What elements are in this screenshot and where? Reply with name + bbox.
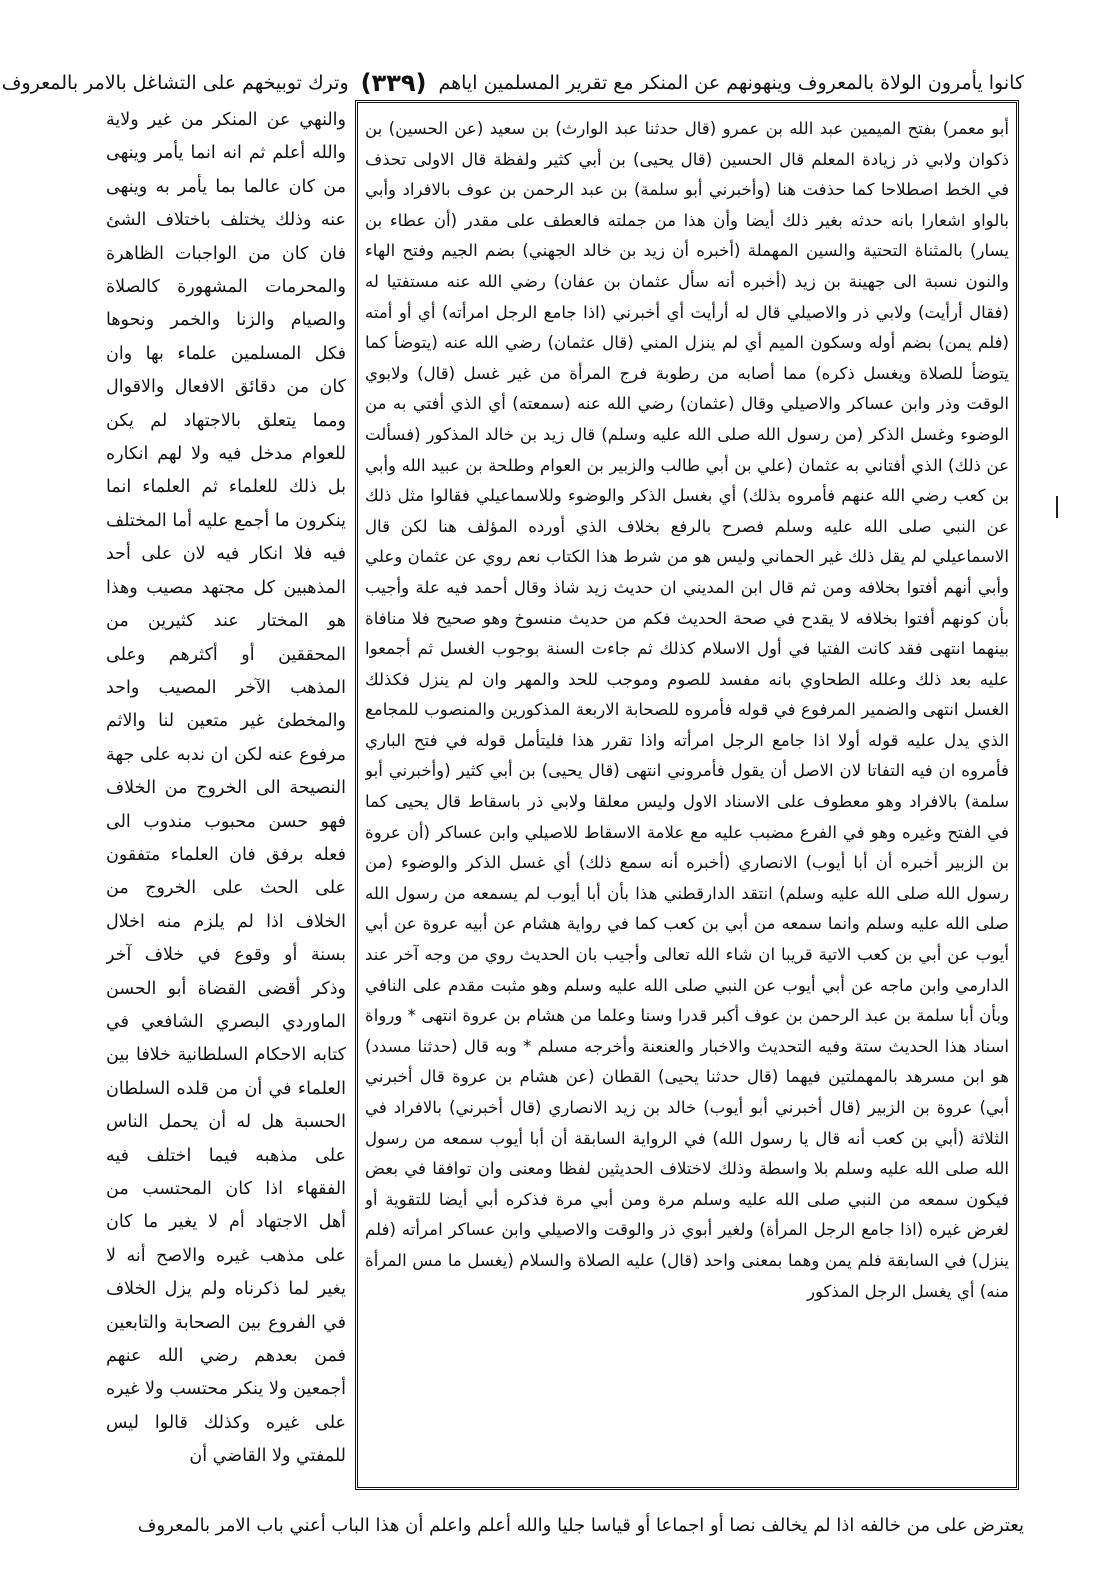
main-commentary-column xyxy=(365,114,1009,1480)
page-footer xyxy=(130,1506,1024,1546)
scan-margin-mark xyxy=(1056,496,1058,518)
header-left-text: وترك توبيخهم على التشاغل بالامر بالمعروف xyxy=(1,71,349,94)
page-number: (٣٣٩) xyxy=(360,69,427,97)
margin-commentary-column xyxy=(106,104,346,1484)
margin-commentary-text: والنهي عن المنكر من غير ولاية والله أعلم ثم انه انما يأمر وينهى من كان عالما بما يأمر به وينهى عنه وذلك يختلف باختلاف الشئ فان كان من الواجبات الظاهرة والمحرمات المشهورة كالصلاة والصيام والزنا والخمر ونحوها فكل المسلمين علماء بها وان كان من دقائق الافعال والاقوال ومما يتعلق بالاجتهاد لم يكن للعوام مدخل فيه ولا لهم انكاره بل ذلك للعلماء ثم العلماء انما ينكرون ما أجمع عليه أما المختلف فيه فلا انكار فيه لان على أحد المذهبين كل مجتهد مصيب وهذا هو المختار عند كثيرين من المحققين أو أكثرهم وعلى المذهب الآخر المصيب واحد والمخطئ غير متعين لنا والاثم مرفوع عنه لكن ان ندبه على جهة النصيحة الى الخروج من الخلاف فهو حسن محبوب مندوب الى فعله برفق فان العلماء متفقون على الحث على الخروج من الخلاف اذا لم يلزم منه اخلال بسنة أو وقوع في خلاف آخر وذكر أقضى القضاة أبو الحسن الماوردي البصري الشافعي في كتابه الاحكام السلطانية خلافا بين العلماء في أن من قلده السلطان الحسبة هل له أن يحمل الناس على مذهبه فيما اختلف فيه الفقهاء اذا كان المحتسب من أهل الاجتهاد أم لا يغير ما كان على مذهب غيره والاصح أنه لا يغير لما ذكرناه ولم يزل الخلاف في الفروع بين الصحابة والتابعين فمن بعدهم رضي الله عنهم أجمعين ولا ينكر محتسب ولا غيره على غيره وكذلك قالوا ليس للمفتي ولا القاضي أن xyxy=(106,110,346,1467)
footer-text: يعترض على من خالفه اذا لم يخالف نصا أو اجماعا أو قياسا جليا والله أعلم واعلم أن هذا الباب أعني باب الامر بالمعروف xyxy=(137,1515,1024,1536)
main-commentary-text: أبو معمر) بفتح الميمين عبد الله بن عمرو (قال حدثنا عبد الوارث) بن سعيد (عن الحسين) بن ذكوان ولابي ذر زيادة المعلم قال الحسين (قال يحيى) بن أبي كثير ولفظة قال الاولى تحذف في الخط اصطلاحا كما حذفت هنا (وأخبرني أبو سلمة) بن عبد الرحمن بن عوف بالافراد وأبي بالواو اشعارا بانه حدثه بغير ذلك أيضا وأن هذا من جملته فالعطف على مقدر (أن عطاء بن يسار) بالمثناة التحتية والسين المهملة (أخبره أن زيد بن خالد الجهني) بضم الجيم وفتح الهاء والنون نسبة الى جهينة بن زيد (أخبره أنه سأل عثمان بن عفان) رضي الله عنه مستفتيا له (فقال أرأيت) ولابي ذر والاصيلي قال له أرأيت أي أخبرني (اذا جامع الرجل امرأته) أي أو أمته (فلم يمن) بضم أوله وسكون الميم أي لم ينزل المني (قال عثمان) رضي الله عنه (يتوضأ كما يتوضأ للصلاة ويغسل ذكره) مما أصابه من رطوبة فرج المرأة من غير غسل (قال) ولابوي الوقت وذر وابن عساكر والاصيلي وقال (عثمان) رضي الله عنه (سمعته) أي الذي أفتي به من الوضوء وغسل الذكر (من رسول الله صلى الله عليه وسلم) قال زيد بن خالد المذكور (فسألت عن ذلك) الذي أفتاني به عثمان (علي بن أبي طالب والزبير بن العوام وطلحة بن عبيد الله وأبي بن كعب رضي الله عنهم فأمروه بذلك) أي بغسل الذكر والوضوء وللاسماعيلي فقالوا مثل ذلك عن النبي صلى الله عليه وسلم فصرح بالرفع بخلاف الذي أورده المؤلف هنا لكن قال الاسماعيلي لم يقل ذلك غير الحماني وليس هو من شرط هذا الكتاب نعم روي عن عثمان وعلي وأبي أنهم أفتوا بخلافه ومن ثم قال ابن المديني ان حديث زيد شاذ وقال أحمد فيه علة وأجيب بأن كونهم أفتوا بخلافه لا يقدح في صحة الحديث فكم من حديث منسوخ وهو صحيح فلا منافاة بينهما انتهى فقد كانت الفتيا في أول الاسلام كذلك ثم جاءت السنة بوجوب الغسل ثم أجمعوا عليه بعد ذلك وعلله الطحاوي بانه مفسد للصوم وموجب للحد والمهر وان لم ينزل فكذلك الغسل انتهى والضمير المرفوع في قوله فأمروه للصحابة الاربعة المذكورين والمنصوب للمجامع الذي يدل عليه قوله أولا اذا جامع الرجل امرأته واذا تقرر هذا فليتأمل قوله في فتح الباري فأمروه ان فيه التفاتا لان الاصل أن يقول فأمروني انتهى (قال يحيى) بن أبي كثير (وأخبرني أبو سلمة) بالافراد وهو معطوف على الاسناد الاول وليس معلقا ولابي ذر باسقاط قال يحيى كما في الفتح وغيره وهو في الفرع مضبب عليه مع علامة الاسقاط للاصيلي وابن عساكر (أن عروة بن الزبير أخبره أن أبا أيوب) الانصاري (أخبره أنه سمع ذلك) أي غسل الذكر والوضوء (من رسول الله صلى الله عليه وسلم) انتقد الدارقطني هذا بأن أبا أيوب لم يسمعه من رسول الله صلى الله عليه وسلم وانما سمعه من أبي بن كعب كما في رواية هشام عن أبيه عروة عن أبي أيوب عن أبي بن كعب الاتية قريبا ان شاء الله تعالى وأجيب بان الحديث روي من وجه آخر عند الدارمي وابن ماجه عن أبي أيوب عن النبي صلى الله عليه وسلم وهو مثبت مقدم على النافي وبأن أبا سلمة بن عبد الرحمن بن عوف أكبر قدرا وسنا وعلما من هشام بن عروة انتهى * ورواة اسناد هذا الحديث ستة وفيه التحديث والاخبار والعنعنة وأخرجه مسلم * وبه قال (حدثنا مسدد) هو ابن مسرهد بالمهملتين فيهما (قال حدثنا يحيى) القطان (عن هشام بن عروة قال أخبرني أبي) عروة بن الزبير (قال أخبرني أبو أيوب) خالد بن زيد الانصاري (قال أخبرني) بالافراد في الثلاثة (أبي بن كعب أنه قال يا رسول الله) في الرواية السابقة أن أبا أيوب سمعه من رسول الله صلى الله عليه وسلم بلا واسطة وذلك لاختلاف الحديثين لفظا ومعنى وان توافقا في بعض فيكون سمعه من النبي صلى الله عليه وسلم مرة ومن أبي مرة فذكره أبي أيضا للتقوية أو لغرض غيره (اذا جامع الرجل المرأة) ولغير أبوي ذر والوقت والاصيلي وابن عساكر امرأته (فلم ينزل) في السابقة فلم يمن وهما بمعنى واحد (قال) عليه الصلاة والسلام (يغسل ما مس المرأة منه) أي يغسل الرجل المذكور xyxy=(365,119,1009,1301)
header-right-text: كانوا يأمرون الولاة بالمعروف وينهونهم عن المنكر مع تقرير المسلمين اياهم xyxy=(438,71,1024,94)
